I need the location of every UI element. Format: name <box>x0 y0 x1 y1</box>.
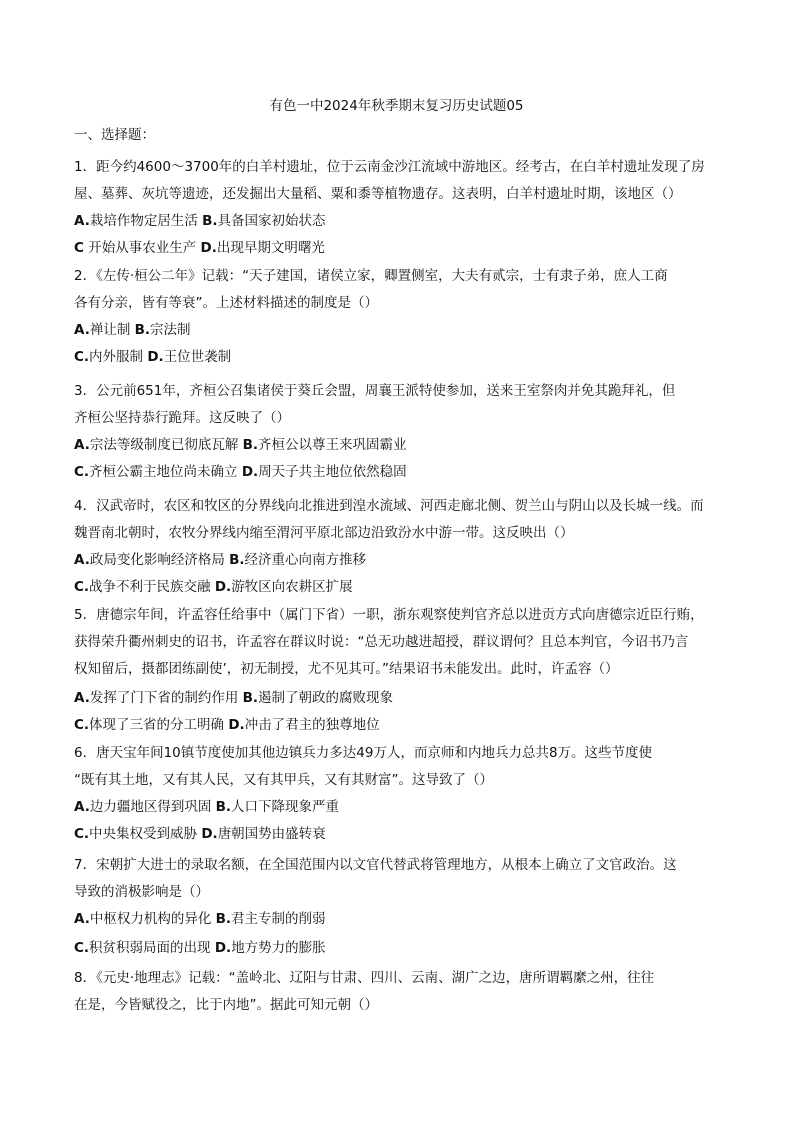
q3-line-2: 齐桓公坚持恭行跪拜。这反映了（） <box>74 410 290 426</box>
q4-option-d-mark: D. <box>214 579 232 595</box>
q5-line-1: 5．唐德宗年间，许孟容任给事中（属门下省）一职，浙东观察使判官齐总以进贡方式向唐德宗近臣行贿， <box>74 607 704 623</box>
q6-option-d-mark: D. <box>201 826 218 842</box>
q1-option-b-mark: B. <box>202 213 218 229</box>
q4-option-a-mark: A. <box>74 552 90 568</box>
q3-option-d: 周天子共主地位依然稳固 <box>258 464 407 480</box>
q7-option-d: 地方势力的膨胀 <box>231 940 326 956</box>
q2-options-row-1 <box>74 320 191 340</box>
q3-option-c: 齐桓公霸主地位尚未确立 <box>89 464 238 480</box>
q4-option-c-mark: C. <box>74 579 90 595</box>
q6-option-c: 中央集权受到威胁 <box>89 826 198 842</box>
q4-option-d: 游牧区向农耕区扩展 <box>231 579 353 595</box>
q7-option-a-mark: A. <box>74 911 90 927</box>
q7-option-b: 君主专制的削弱 <box>231 911 326 927</box>
q4-line-2: 魏晋南北朝时，农牧分界线内缩至渭河平原北部边沿致汾水中游一带。这反映出（） <box>74 525 574 541</box>
q5-option-b-mark: B. <box>242 690 259 706</box>
q6-options-row-2 <box>74 824 326 844</box>
q3-options-row-2 <box>74 462 407 482</box>
q6-option-a-mark: A. <box>74 799 90 815</box>
q4-option-b: 经济重心向南方推移 <box>244 552 367 568</box>
q3-option-b: 齐桓公以尊王来巩固霸业 <box>258 437 407 453</box>
q3-options-row-1 <box>74 435 407 455</box>
q5-option-c-mark: C. <box>74 717 90 733</box>
q1-options-row-1 <box>74 211 326 231</box>
q2-option-a: 禅让制 <box>89 322 131 338</box>
q4-option-a: 政局变化影响经济格局 <box>89 552 225 568</box>
q6-option-b: 人口下降现象严重 <box>231 799 340 815</box>
q3-option-b-mark: B. <box>242 437 259 453</box>
q4-option-c: 战争不利于民族交融 <box>89 579 211 595</box>
q6-option-b-mark: B. <box>215 799 232 815</box>
q1-option-d: 出现早期文明曙光 <box>216 240 325 256</box>
q4-option-b-mark: B. <box>229 552 245 568</box>
q5-option-d: 冲击了君主的独尊地位 <box>244 717 380 733</box>
q2-line-1: 2．《左传·桓公二年》记载：“天子建国，诸侯立家，卿置侧室，大夫有贰宗，士有隶子弟，庶人工商 <box>74 268 668 284</box>
q2-option-c: 内外服制 <box>89 349 144 365</box>
q5-option-d-mark: D. <box>228 717 245 733</box>
q4-options-row-1 <box>74 550 366 570</box>
q8-line-1: 8．《元史·地理志》记载：“盖岭北、辽阳与甘肃、四川、云南、湖广之边，唐所谓羁縻之州，往往 <box>74 970 655 986</box>
q2-option-b-mark: B. <box>134 322 151 338</box>
q8-line-2: 在是，今皆赋役之，比于内地”。据此可知元朝（） <box>74 997 378 1013</box>
q7-options-row-1 <box>74 909 326 929</box>
q1-options-row-2 <box>74 238 325 258</box>
q3-option-d-mark: D. <box>241 464 259 480</box>
q7-line-1: 7．宋朝扩大进士的录取名额，在全国范围内以文官代替武将管理地方，从根本上确立了文官政治。这 <box>74 857 677 873</box>
q2-option-c-mark: C. <box>74 349 90 365</box>
q7-option-c: 积贫积弱局面的出现 <box>89 940 211 956</box>
q2-option-d: 王位世袭制 <box>163 349 232 365</box>
q6-options-row-1 <box>74 797 339 817</box>
q2-option-b: 宗法制 <box>150 322 191 338</box>
q2-option-a-mark: A. <box>74 322 90 338</box>
q1-option-a: 栽培作物定居生活 <box>89 213 198 229</box>
q1-option-b: 具备国家初始状态 <box>217 213 326 229</box>
q5-options-row-1 <box>74 688 393 708</box>
q1-line-2: 屋、墓葬、灰坑等遗迹，还发掘出大量稻、粟和黍等植物遗存。这表明，白羊村遗址时期，该地区（） <box>74 186 682 202</box>
q5-option-b: 遏制了朝政的腐败现象 <box>258 690 394 706</box>
page-title: 有色一中2024年秋季期末复习历史试题05 <box>269 98 524 114</box>
q5-option-c: 体现了三省的分工明确 <box>89 717 225 733</box>
q7-line-2: 导致的消极影响是（） <box>74 884 209 900</box>
q2-options-row-2 <box>74 347 231 367</box>
q7-option-c-mark: C. <box>74 940 90 956</box>
q3-option-a-mark: A. <box>74 437 90 453</box>
section-heading: 一、选择题： <box>74 127 155 143</box>
q7-options-row-2 <box>74 938 326 958</box>
q1-option-a-mark: A. <box>74 213 90 229</box>
q7-option-d-mark: D. <box>214 940 232 956</box>
q6-line-2: “既有其土地，又有其人民，又有其甲兵，又有其财富”。这导致了（） <box>74 772 493 788</box>
q5-option-a: 发挥了门下省的制约作用 <box>89 690 239 706</box>
q2-option-d-mark: D. <box>147 349 164 365</box>
q5-option-a-mark: A. <box>74 690 90 706</box>
q5-options-row-2 <box>74 715 380 735</box>
q4-line-1: 4．汉武帝时，农区和牧区的分界线向北推进到湟水流域、河西走廊北侧、贺兰山与阴山以及长城一线。而 <box>74 498 704 514</box>
q6-option-a: 边力疆地区得到巩固 <box>89 799 212 815</box>
q6-option-d: 唐朝国势由盛转衰 <box>217 826 326 842</box>
q4-options-row-2 <box>74 577 353 597</box>
q6-option-c-mark: C. <box>74 826 90 842</box>
q3-option-c-mark: C. <box>74 464 90 480</box>
q5-line-3: 权知留后，摄都团练副使’，初无制授，尤不见其可。”结果诏书未能发出。此时，许孟容（） <box>74 661 619 677</box>
q7-option-a: 中枢权力机构的异化 <box>89 911 212 927</box>
q7-option-b-mark: B. <box>215 911 232 927</box>
q2-line-2: 各有分亲，皆有等衰”。上述材料描述的制度是（） <box>74 295 378 311</box>
q1-line-1: 1．距今约4600～3700年的白羊村遗址，位于云南金沙江流域中游地区。经考古，在白羊村遗址发现了房 <box>74 159 705 175</box>
q5-line-2: 获得荣升衢州刺史的诏书，许孟容在群议时说：“总无功越进超授，群议谓何？且总本判官，今诏书乃言 <box>74 634 689 650</box>
q3-line-1: 3．公元前651年，齐桓公召集诸侯于葵丘会盟，周襄王派特使参加，送来王室祭肉并免其跪拜礼，但 <box>74 383 676 399</box>
q1-option-c: 开始从事农业生产 <box>83 240 197 256</box>
q1-option-c-mark: C <box>74 240 84 256</box>
q1-option-d-mark: D. <box>200 240 217 256</box>
q6-line-1: 6．唐天宝年间10镇节度使加其他边镇兵力多达49万人，而京师和内地兵力总共8万。这些节度使 <box>74 745 653 761</box>
q3-option-a: 宗法等级制度已彻底瓦解 <box>89 437 239 453</box>
